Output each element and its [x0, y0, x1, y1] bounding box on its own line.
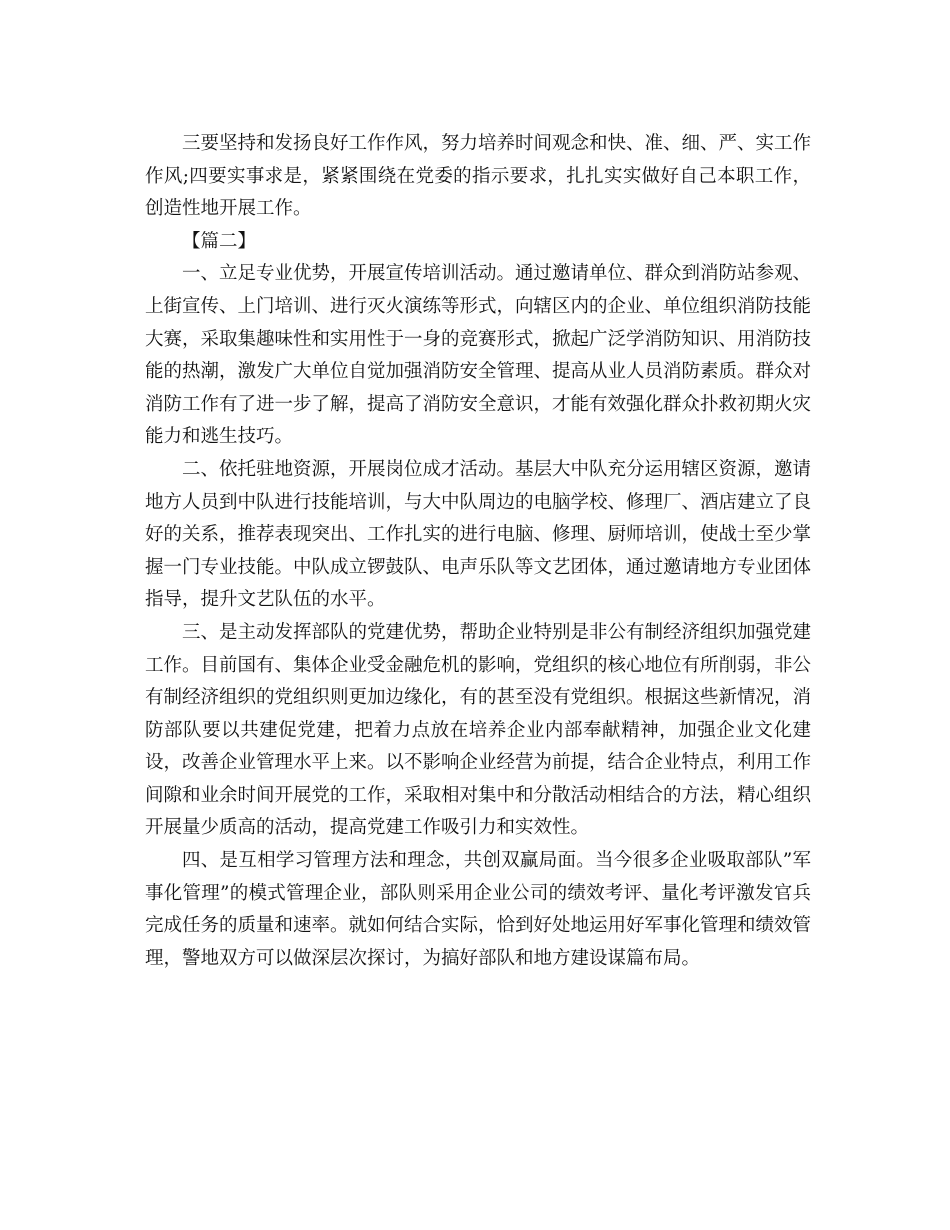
- paragraph-4: 三、是主动发挥部队的党建优势，帮助企业特别是非公有制经济组织加强党建工作。目前国有、集体企业受金融危机的影响，党组织的核心地位有所削弱，非公有制经济组织的党组织则更加边缘化，有的甚至没有党组织。根据这些新情况，消防部队要以共建促党建，把着力点放在培养企业内部奉献精神，加强企业文化建设，改善企业管理水平上来。以不影响企业经营为前提，结合企业特点，利用工作间隙和业余时间开展党的工作，采取相对集中和分散活动相结合的方法，精心组织开展量少质高的活动，提高党建工作吸引力和实效性。: [145, 621, 812, 839]
- paragraph-1: 三要坚持和发扬良好工作作风，努力培养时间观念和快、准、细、严、实工作作风;四要实事求是，紧紧围绕在党委的指示要求，扎扎实实做好自己本职工作，创造性地开展工作。: [145, 133, 812, 220]
- paragraph-3: 二、依托驻地资源，开展岗位成才活动。基层大中队充分运用辖区资源，邀请地方人员到中队进行技能培训，与大中队周边的电脑学校、修理厂、酒店建立了良好的关系，推荐表现突出、工作扎实的进行电脑、修理、厨师培训，使战士至少掌握一门专业技能。中队成立锣鼓队、电声乐队等文艺团体，通过邀请地方专业团体指导，提升文艺队伍的水平。: [145, 458, 812, 611]
- paragraph-5: 四、是互相学习管理方法和理念，共创双赢局面。当今很多企业吸取部队”军事化管理”的模式管理企业，部队则采用企业公司的绩效考评、量化考评激发官兵完成任务的质量和速率。就如何结合实际，恰到好处地运用好军事化管理和绩效管理，警地双方可以做深层次探讨，为搞好部队和地方建设谋篇布局。: [145, 850, 812, 969]
- document-body: [145, 128, 811, 975]
- section-heading: 【篇二】: [182, 230, 257, 252]
- paragraph-2: 一、立足专业优势，开展宣传培训活动。通过邀请单位、群众到消防站参观、上街宣传、上门培训、进行灭火演练等形式，向辖区内的企业、单位组织消防技能大赛，采取集趣味性和实用性于一身的竞赛形式，掀起广泛学消防知识、用消防技能的热潮，激发广大单位自觉加强消防安全管理、提高从业人员消防素质。群众对消防工作有了进一步了解，提高了消防安全意识，才能有效强化群众扑救初期火灾能力和逃生技巧。: [145, 263, 812, 448]
